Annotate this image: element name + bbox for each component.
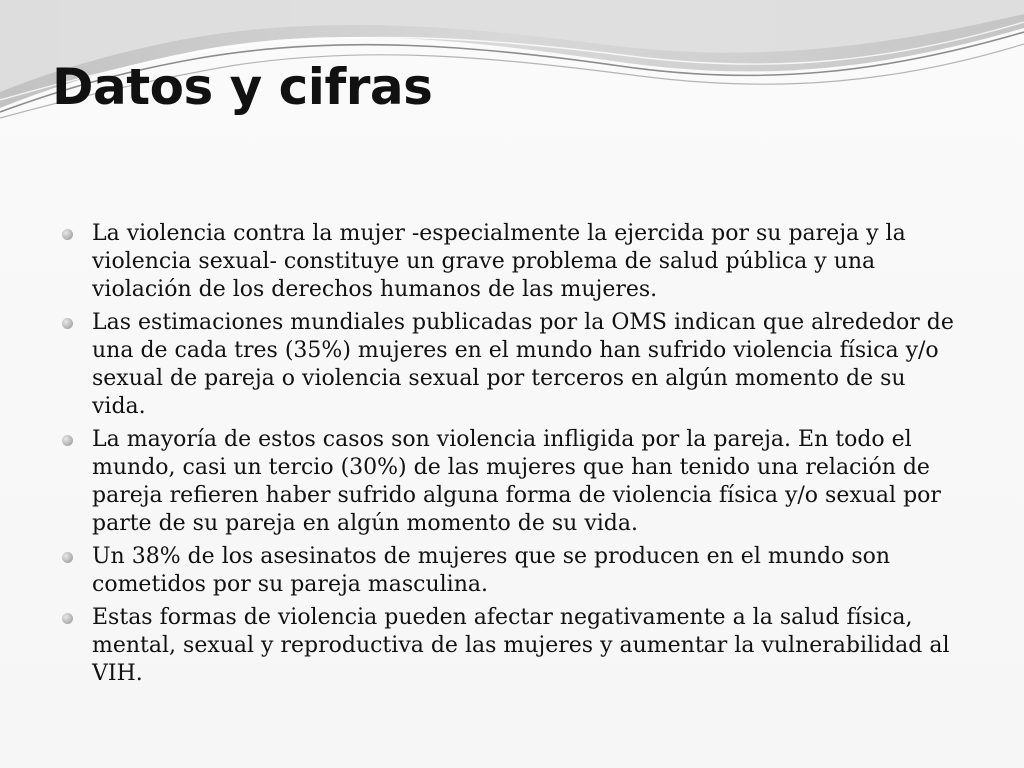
bullet-text: La mayoría de estos casos son violencia infligida por la pareja. En todo el mundo, casi un tercio (30%) de las mujeres que han tenido una relación de pareja refieren haber sufrido alguna forma de violencia física y/o sexual por parte de su pareja en algún momento de su vida. (92, 427, 941, 536)
slide-title: Datos y cifras (52, 58, 433, 116)
bullet-text: Las estimaciones mundiales publicadas por la OMS indican que alrededor de una de cada tres (35%) mujeres en el mundo han sufrido violencia física y/o sexual de pareja o violencia sexual por terceros en algún momento de su vida. (92, 310, 954, 419)
list-item (60, 543, 960, 599)
bullet-icon (62, 552, 73, 563)
list-item (60, 426, 960, 538)
bullet-icon (62, 435, 73, 446)
bullet-icon (62, 318, 73, 329)
bullet-icon (62, 229, 73, 240)
bullet-text: Un 38% de los asesinatos de mujeres que se producen en el mundo son cometidos por su pareja masculina. (92, 544, 891, 597)
bullet-text: Estas formas de violencia pueden afectar negativamente a la salud física, mental, sexual y reproductiva de las mujeres y aumentar la vulnerabilidad al VIH. (92, 605, 950, 686)
bullet-text: La violencia contra la mujer -especialmente la ejercida por su pareja y la violencia sexual- constituye un grave problema de salud pública y una violación de los derechos humanos de las mujeres. (92, 221, 906, 302)
bullet-list (60, 220, 960, 693)
bullet-icon (62, 613, 73, 624)
list-item (60, 309, 960, 421)
list-item (60, 604, 960, 688)
list-item (60, 220, 960, 304)
